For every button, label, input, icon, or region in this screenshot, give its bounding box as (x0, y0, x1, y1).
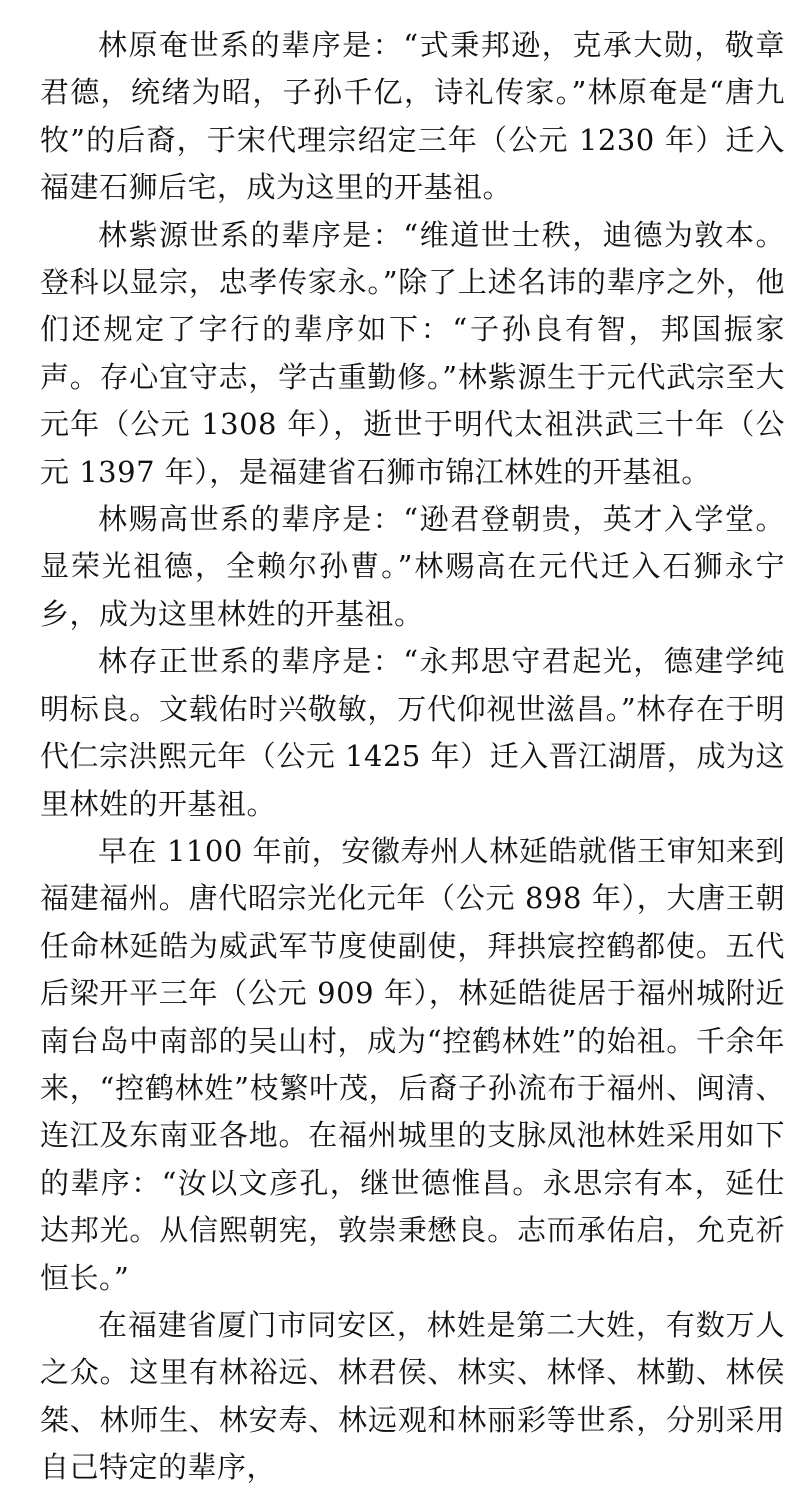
paragraph-lin-cunzheng: 林存正世系的辈序是：“永邦思守君起光，德建学纯明标良。文载佑时兴敬敏，万代仰视世滋昌。”林存在于明代仁宗洪熙元年（公元 1425 年）迁入晋江湖厝，成为这里林姓的开基祖。 (40, 644, 785, 821)
paragraph-lin-yanhao: 早在 1100 年前，安徽寿州人林延皓就偕王审知来到福建福州。唐代昭宗光化元年（公元 898 年），大唐王朝任命林延皓为威武军节度使副使，拜拱宸控鹤都使。五代后梁开平三年（公元 909 年），林延皓徙居于福州城附近南台岛中南部的吴山村，成为“控鹤林姓”的始祖。千余年来，“控鹤林姓”枝繁叶茂，后裔子孙流布于福州、闽清、连江及东南亚各地。在福州城里的支脉凤池林姓采用如下的辈序：“汝以文彦孔，继世德惟昌。永思宗有本，延仕达邦光。从信熙朝宪，敦崇秉懋良。志而承佑启，允克祈恒长。” (40, 833, 785, 1295)
paragraph-tongan: 在福建省厦门市同安区，林姓是第二大姓，有数万人之众。这里有林裕远、林君侯、林实、林怿、林勤、林侯桀、林师生、林安寿、林远观和林丽彩等世系，分别采用自己特定的辈序， (40, 1307, 785, 1485)
paragraph-lin-cigao: 林赐高世系的辈序是：“逊君登朝贵，英才入学堂。显荣光祖德，全赖尔孙曹。”林赐高在元代迁入石狮永宁乡，成为这里林姓的开基祖。 (40, 502, 785, 631)
paragraph-lin-yuanyan: 林原奄世系的辈序是：“式秉邦逊，克承大勋，敬章君德，统绪为昭，子孙千亿，诗礼传家。”林原奄是“唐九牧”的后裔，于宋代理宗绍定三年（公元 1230 年）迁入福建石狮后宅，成为这里的开基祖。 (40, 28, 785, 205)
paragraph-lin-ziyuan: 林紫源世系的辈序是：“维道世士秩，迪德为敦本。登科以显宗，忠孝传家永。”除了上述名讳的辈序之外，他们还规定了字行的辈序如下：“子孙良有智，邦国振家声。存心宜守志，学古重勤修。”林紫源生于元代武宗至大元年（公元 1308 年），逝世于明代太祖洪武三十年（公元 1397 年），是福建省石狮市锦江林姓的开基祖。 (40, 217, 785, 489)
page-body (40, 22, 785, 1492)
